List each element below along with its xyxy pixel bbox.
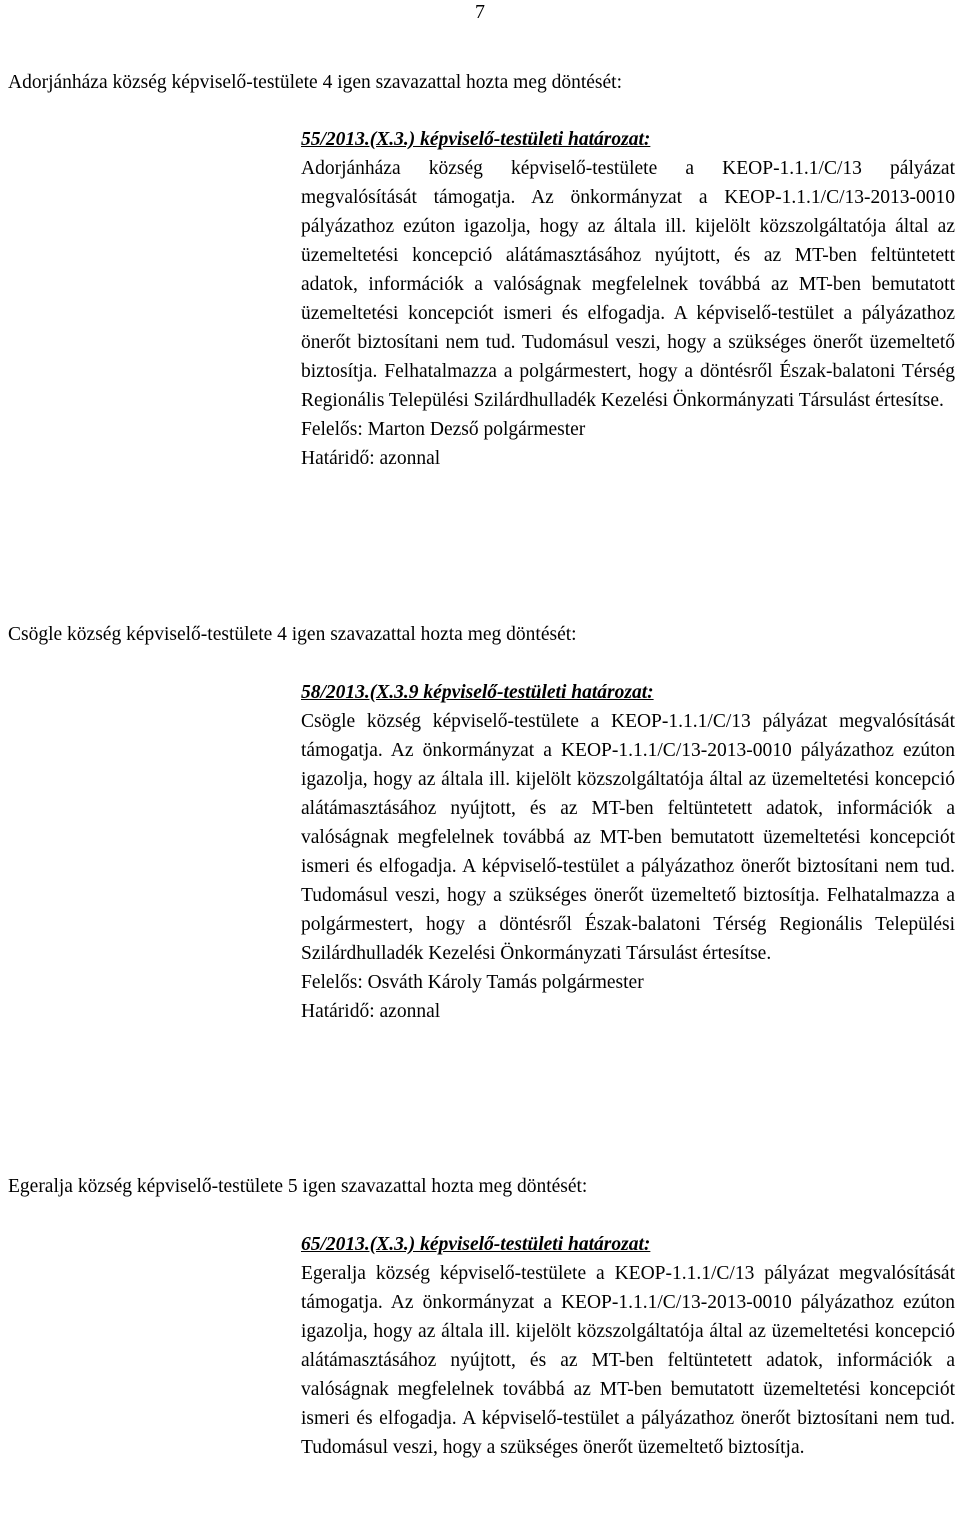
vote-intro-egeralja: Egeralja község képviselő-testülete 5 igen szavazattal hozta meg döntését: <box>8 1176 588 1197</box>
page-number: 7 <box>475 1 485 23</box>
vote-intro-csogle: Csögle község képviselő-testülete 4 igen szavazattal hozta meg döntését: <box>8 624 577 645</box>
responsible-person: Felelős: Osváth Károly Tamás polgármester <box>301 972 644 993</box>
resolution-body: Csögle község képviselő-testülete a KEOP-1.1.1/C/13 pályázat megvalósítását támogatja. Az önkormányzat a KEOP-1.1.1/C/13-2013-0010 pályázathoz ezúton igazolja, hogy az általa ill. kijelölt közszolgáltatója által az üzemeltetési koncepció alátámasztásához nyújtott, és az MT-ben feltüntetett adatok, információk a valóságnak megfelelnek továbbá az MT-ben bemutatott üzemeltetési koncepciót ismeri és elfogadja. A képviselő-testület a pályázathoz önerőt biztosítani nem tud. Tudomásul veszi, hogy a szükséges önerőt üzemeltető biztosítja. Felhatalmazza a polgármestert, hogy a döntésről Észak-balatoni Térség Regionális Települési Szilárdhulladék Kezelési Önkormányzati Társulást értesítse. <box>301 711 955 964</box>
resolution-block-65 <box>301 1230 955 1462</box>
resolution-title: 55/2013.(X.3.) képviselő-testületi határozat: <box>301 129 651 150</box>
deadline: Határidő: azonnal <box>301 448 441 469</box>
deadline: Határidő: azonnal <box>301 1001 441 1022</box>
resolution-block-58 <box>301 678 955 1026</box>
vote-intro-adorjanhaza: Adorjánháza község képviselő-testülete 4 igen szavazattal hozta meg döntését: <box>8 72 623 93</box>
resolution-block-55 <box>301 125 955 473</box>
resolution-title: 65/2013.(X.3.) képviselő-testületi határozat: <box>301 1234 651 1255</box>
resolution-body: Egeralja község képviselő-testülete a KEOP-1.1.1/C/13 pályázat megvalósítását támogatja. Az önkormányzat a KEOP-1.1.1/C/13-2013-0010 pályázathoz ezúton igazolja, hogy az általa ill. kijelölt közszolgáltatója által az üzemeltetési koncepció alátámasztásához nyújtott, és az MT-ben feltüntetett adatok, információk a valóságnak megfelelnek továbbá az MT-ben bemutatott üzemeltetési koncepciót ismeri és elfogadja. A képviselő-testület a pályázathoz önerőt biztosítani nem tud. Tudomásul veszi, hogy a szükséges önerőt üzemeltető biztosítja. <box>301 1263 955 1458</box>
responsible-person: Felelős: Marton Dezső polgármester <box>301 419 586 440</box>
resolution-title: 58/2013.(X.3.9 képviselő-testületi határozat: <box>301 682 654 703</box>
resolution-body: Adorjánháza község képviselő-testülete a KEOP-1.1.1/C/13 pályázat megvalósítását támogatja. Az önkormányzat a KEOP-1.1.1/C/13-2013-0010 pályázathoz ezúton igazolja, hogy az általa ill. kijelölt közszolgáltatója által az üzemeltetési koncepció alátámasztásához nyújtott, és az MT-ben feltüntetett adatok, információk a valóságnak megfelelnek továbbá az MT-ben bemutatott üzemeltetési koncepciót ismeri és elfogadja. A képviselő-testület a pályázathoz önerőt biztosítani nem tud. Tudomásul veszi, hogy a szükséges önerőt üzemeltető biztosítja. Felhatalmazza a polgármestert, hogy a döntésről Észak-balatoni Térség Regionális Települési Szilárdhulladék Kezelési Önkormányzati Társulást értesítse. <box>301 158 955 411</box>
